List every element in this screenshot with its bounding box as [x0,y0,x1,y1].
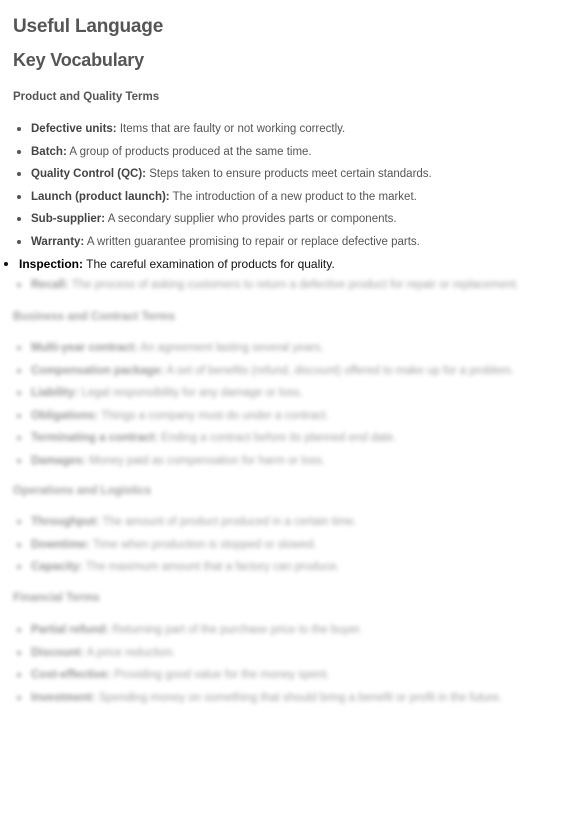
vocab-definition: A group of products produced at the same time. [69,145,312,158]
vocab-definition: Money paid as compensation for harm or loss. [89,454,326,467]
vocab-term: Inspection: [19,257,84,271]
vocab-definition: The process of asking customers to return a defective product for repair or replacement. [71,279,520,291]
list-item [13,619,502,642]
list-item [13,208,432,231]
list-item [13,163,432,186]
vocab-term: Obligations: [31,409,99,422]
vocab-term: Investment: [31,691,96,704]
list-item [13,186,432,209]
page-title: Useful Language [13,16,164,37]
vocab-definition: A written guarantee promising to repair or replace defective parts. [86,235,420,248]
list-item [13,405,514,428]
vocab-definition: The careful examination of products for quality. [86,257,335,271]
vocab-term: Compensation package: [31,364,164,377]
vocab-term: Batch: [31,145,67,158]
subsection-heading-product-quality: Product and Quality Terms [13,91,160,103]
vocab-definition: Steps taken to ensure products meet certain standards. [149,168,432,180]
vocab-list-product-quality-cont [13,274,519,297]
vocab-term: Liability: [31,387,79,399]
vocab-definition: Things a company must do under a contract. [101,409,329,422]
list-item [13,382,514,405]
vocab-definition: The amount of product produced in a certain time. [102,516,357,528]
vocab-term: Cost-effective: [31,669,111,681]
vocab-term: Warranty: [31,235,85,248]
subsection-heading-financial: Financial Terms [13,592,100,604]
list-item [13,360,514,383]
list-item [13,556,357,579]
vocab-term: Multi-year contract: [31,342,138,354]
vocab-definition: The introduction of a new product to the market. [172,190,417,203]
list-item [13,337,514,360]
vocab-definition: Providing good value for the money spent. [114,669,330,681]
vocab-term: Terminating a contract: [31,432,158,444]
list-item [13,141,432,164]
list-item [13,687,502,710]
vocab-definition: Legal responsibility for any damage or loss. [81,387,303,399]
vocab-definition: The maximum amount that a factory can produce. [85,561,340,573]
vocab-definition: Returning part of the purchase price to the buyer. [112,624,363,636]
vocab-term: Discount: [31,646,85,659]
subsection-heading-operations-logistics: Operations and Logistics [13,485,152,497]
list-item [13,642,502,665]
vocab-definition: Spending money on something that should bring a benefit or profit in the future. [98,691,503,704]
vocab-term: Quality Control (QC): [31,168,146,180]
list-item [13,534,357,557]
vocab-definition: A secondary supplier who provides parts or components. [107,213,397,225]
list-item [13,427,514,450]
vocab-term: Sub-supplier: [31,213,106,225]
list-item-focused [0,253,335,275]
vocab-term: Partial refund: [31,624,109,636]
list-item [13,450,514,473]
list-item [13,118,432,141]
list-item [13,664,502,687]
vocab-list-product-quality [13,118,432,253]
vocab-definition: Items that are faulty or not working correctly. [119,123,346,135]
list-item [13,511,357,534]
vocab-term: Throughput: [31,516,100,528]
vocab-term: Defective units: [31,123,117,135]
vocab-term: Downtime: [31,538,90,551]
vocab-term: Launch (product launch): [31,190,170,203]
vocab-list-business-contract [13,337,514,472]
vocab-definition: Ending a contract before its planned end date. [161,432,397,444]
list-item [13,274,519,297]
vocab-term: Capacity: [31,561,83,573]
list-item [13,231,432,254]
vocab-definition: Time when production is stopped or slowed. [92,538,317,551]
vocab-list-financial [13,619,502,709]
subsection-heading-business-contract: Business and Contract Terms [13,311,176,323]
section-title: Key Vocabulary [13,50,144,70]
vocab-term: Damages: [31,454,86,467]
vocab-list-operations-logistics [13,511,357,579]
vocab-definition: A set of benefits (refund, discount) offered to make up for a problem. [166,364,515,377]
vocab-term: Recall: [31,279,69,291]
vocab-definition: A price reduction. [86,646,176,659]
vocab-definition: An agreement lasting several years. [140,342,324,354]
